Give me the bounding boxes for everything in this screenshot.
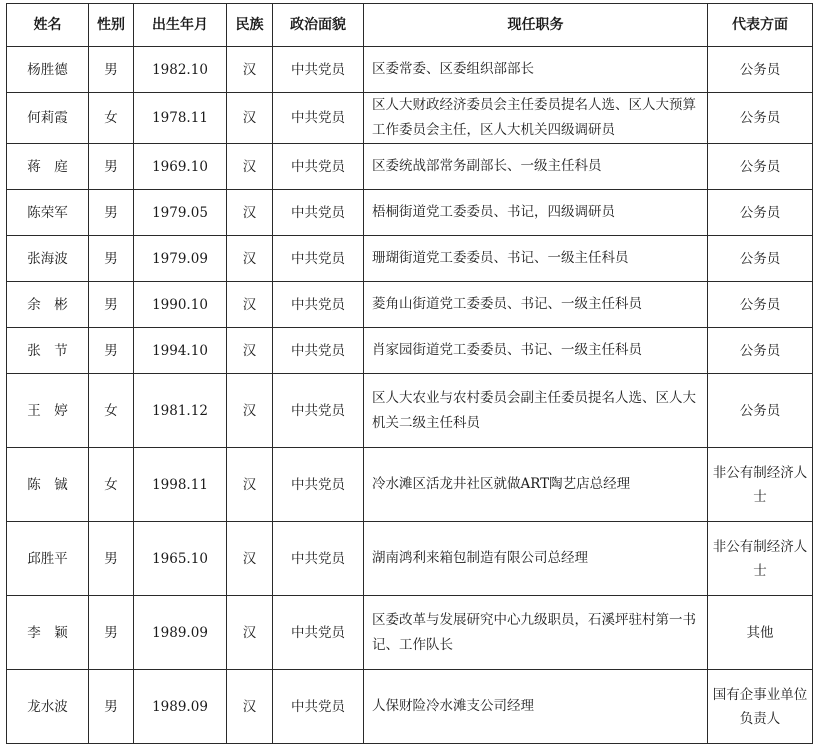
table-row [7, 670, 813, 744]
cell-birth: 1994.10 [134, 328, 227, 374]
header-gender: 性别 [89, 4, 134, 47]
cell-sector: 公务员 [708, 144, 813, 190]
cell-gender: 男 [89, 596, 134, 670]
cell-politics: 中共党员 [273, 93, 364, 144]
cell-ethnicity: 汉 [227, 144, 273, 190]
cell-sector: 公务员 [708, 47, 813, 93]
cell-gender: 男 [89, 47, 134, 93]
cell-ethnicity: 汉 [227, 47, 273, 93]
cell-sector: 公务员 [708, 236, 813, 282]
cell-position: 区委统战部常务副部长、一级主任科员 [364, 144, 708, 190]
table-row [7, 328, 813, 374]
cell-gender: 女 [89, 374, 134, 448]
cell-gender: 男 [89, 328, 134, 374]
cell-politics: 中共党员 [273, 236, 364, 282]
cell-gender: 男 [89, 236, 134, 282]
cell-birth: 1989.09 [134, 670, 227, 744]
header-politics: 政治面貌 [273, 4, 364, 47]
cell-birth: 1979.09 [134, 236, 227, 282]
cell-gender: 男 [89, 522, 134, 596]
cell-politics: 中共党员 [273, 282, 364, 328]
cell-name: 何莉霞 [7, 93, 89, 144]
cell-position: 菱角山街道党工委委员、书记、一级主任科员 [364, 282, 708, 328]
cell-sector: 非公有制经济人士 [708, 448, 813, 522]
cell-ethnicity: 汉 [227, 448, 273, 522]
cell-gender: 男 [89, 282, 134, 328]
cell-gender: 男 [89, 190, 134, 236]
cell-sector: 国有企事业单位负责人 [708, 670, 813, 744]
cell-name: 杨胜德 [7, 47, 89, 93]
cell-position: 梧桐街道党工委委员、书记，四级调研员 [364, 190, 708, 236]
header-birth: 出生年月 [134, 4, 227, 47]
cell-gender: 女 [89, 93, 134, 144]
cell-position: 区人大农业与农村委员会副主任委员提名人选、区人大机关二级主任科员 [364, 374, 708, 448]
table-row [7, 190, 813, 236]
cell-ethnicity: 汉 [227, 522, 273, 596]
cell-politics: 中共党员 [273, 190, 364, 236]
cell-sector: 其他 [708, 596, 813, 670]
cell-politics: 中共党员 [273, 448, 364, 522]
table-row [7, 236, 813, 282]
cell-politics: 中共党员 [273, 328, 364, 374]
table-row [7, 448, 813, 522]
table-row [7, 374, 813, 448]
cell-name: 陈荣军 [7, 190, 89, 236]
cell-birth: 1979.05 [134, 190, 227, 236]
cell-politics: 中共党员 [273, 596, 364, 670]
cell-sector: 公务员 [708, 374, 813, 448]
cell-position: 区委改革与发展研究中心九级职员，石溪坪驻村第一书记、工作队长 [364, 596, 708, 670]
cell-name: 陈 铖 [7, 448, 89, 522]
cell-name: 余 彬 [7, 282, 89, 328]
cell-ethnicity: 汉 [227, 328, 273, 374]
cell-gender: 男 [89, 144, 134, 190]
cell-birth: 1998.11 [134, 448, 227, 522]
cell-politics: 中共党员 [273, 374, 364, 448]
table-row [7, 522, 813, 596]
cell-position: 区人大财政经济委员会主任委员提名人选、区人大预算工作委员会主任，区人大机关四级调研员 [364, 93, 708, 144]
cell-name: 王 婷 [7, 374, 89, 448]
table-row [7, 596, 813, 670]
cell-sector: 公务员 [708, 93, 813, 144]
cell-sector: 公务员 [708, 282, 813, 328]
table-row [7, 144, 813, 190]
cell-position: 珊瑚街道党工委委员、书记、一级主任科员 [364, 236, 708, 282]
cell-gender: 男 [89, 670, 134, 744]
cell-name: 张海波 [7, 236, 89, 282]
cell-birth: 1982.10 [134, 47, 227, 93]
cell-birth: 1965.10 [134, 522, 227, 596]
cell-birth: 1981.12 [134, 374, 227, 448]
candidate-table [6, 3, 813, 744]
cell-ethnicity: 汉 [227, 236, 273, 282]
cell-birth: 1978.11 [134, 93, 227, 144]
cell-position: 冷水滩区活龙井社区就做ART陶艺店总经理 [364, 448, 708, 522]
cell-politics: 中共党员 [273, 670, 364, 744]
header-position: 现任职务 [364, 4, 708, 47]
cell-gender: 女 [89, 448, 134, 522]
cell-name: 李 颖 [7, 596, 89, 670]
cell-position: 湖南鸿利来箱包制造有限公司总经理 [364, 522, 708, 596]
cell-ethnicity: 汉 [227, 670, 273, 744]
cell-name: 蒋 庭 [7, 144, 89, 190]
cell-ethnicity: 汉 [227, 374, 273, 448]
header-ethnicity: 民族 [227, 4, 273, 47]
cell-birth: 1969.10 [134, 144, 227, 190]
table-row [7, 282, 813, 328]
cell-name: 龙水波 [7, 670, 89, 744]
table-row [7, 47, 813, 93]
cell-ethnicity: 汉 [227, 282, 273, 328]
cell-name: 张 节 [7, 328, 89, 374]
cell-politics: 中共党员 [273, 47, 364, 93]
cell-position: 人保财险冷水滩支公司经理 [364, 670, 708, 744]
cell-birth: 1990.10 [134, 282, 227, 328]
cell-name: 邱胜平 [7, 522, 89, 596]
header-sector: 代表方面 [708, 4, 813, 47]
cell-position: 区委常委、区委组织部部长 [364, 47, 708, 93]
cell-politics: 中共党员 [273, 144, 364, 190]
cell-ethnicity: 汉 [227, 190, 273, 236]
header-name: 姓名 [7, 4, 89, 47]
cell-ethnicity: 汉 [227, 93, 273, 144]
cell-politics: 中共党员 [273, 522, 364, 596]
cell-ethnicity: 汉 [227, 596, 273, 670]
table-row [7, 93, 813, 144]
header-row [7, 4, 813, 47]
cell-position: 肖家园街道党工委委员、书记、一级主任科员 [364, 328, 708, 374]
cell-sector: 公务员 [708, 328, 813, 374]
cell-sector: 非公有制经济人士 [708, 522, 813, 596]
cell-sector: 公务员 [708, 190, 813, 236]
cell-birth: 1989.09 [134, 596, 227, 670]
